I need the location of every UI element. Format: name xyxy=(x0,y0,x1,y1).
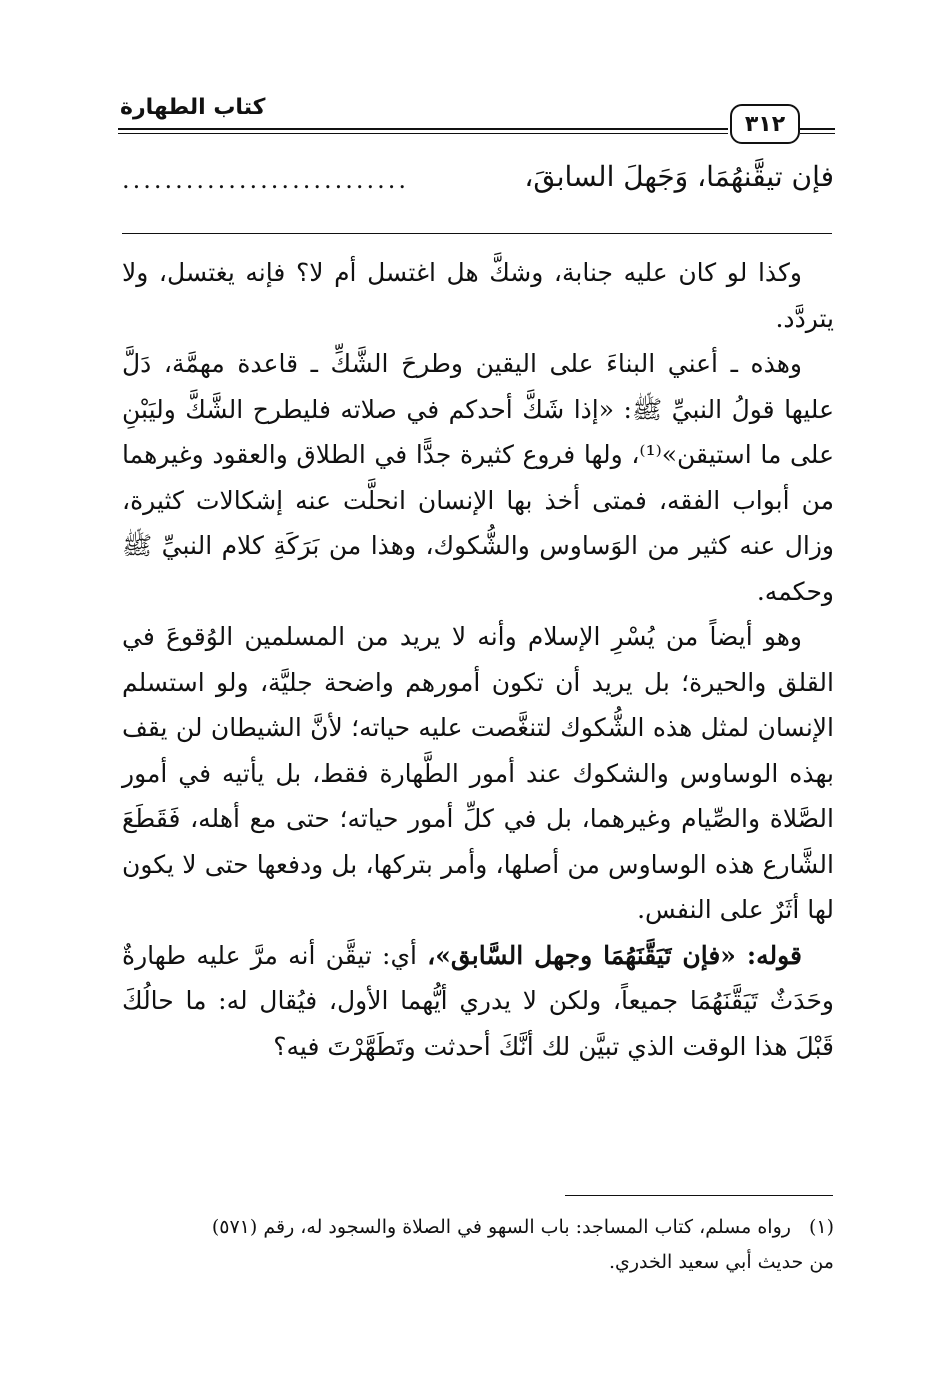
paragraph-4 xyxy=(122,933,834,1070)
paragraph-2: وهذه ـ أعني البناءَ على اليقين وطرحَ الشَّكِّ ـ قاعدة مهمَّة، دَلَّ عليها قولُ النبيِّ ﷺ: «إذا شَكَّ أحدكم في صلاته فليطرح الشَّكَّ وليَبْنِ على ما استيقن»⁽¹⁾، ولها فروع كثيرة جدًّا في الطلاق والعقود وغيرهما من أبواب الفقه، فمتى أخذ بها الإنسان انحلَّت عنه إشكالات كثيرة، وزال عنه كثير من الوَساوس والشُّكوك، وهذا من بَرَكَةِ كلام النبيِّ ﷺ وحكمه. xyxy=(122,349,834,606)
matn-divider xyxy=(122,233,832,234)
header-rule xyxy=(118,128,728,134)
running-header-title: كتاب الطهارة xyxy=(120,95,266,120)
paragraph-4-text: أي: تيقَّن أنه مرَّ عليه طهارةٌ وحَدَثٌ تَيَقَّنَهُمَا جميعاً، ولكن لا يدري أيُّهما الأول، فيُقال له: ما حالُكَ قَبْلَ هذا الوقت الذي تبيَّن لك أنَّكَ أحدثت وتَطَهَّرْتَ فيه؟ xyxy=(122,940,834,1061)
footnote-text: رواه مسلم، كتاب المساجد: باب السهو في الصلاة والسجود له، رقم (٥٧١) xyxy=(211,1216,791,1238)
footnotes xyxy=(122,1210,834,1280)
matn-text: فإن تيقَّنهُمَا، وَجَهلَ السابقَ، xyxy=(524,160,834,193)
header-rule-short xyxy=(800,128,835,134)
commentary-body xyxy=(122,250,834,1069)
paragraph-3: وهو أيضاً من يُسْرِ الإسلام وأنه لا يريد من المسلمين الوُقوعَ في القلق والحيرة؛ بل يريد أن تكون أمورهم واضحة جليَّة، ولو استسلم الإنسان لمثل هذه الشُّكوك لتنغَّصت عليه حياته؛ لأنَّ الشيطان لن يقف بهذه الوساوس والشكوك عند أمور الطَّهارة فقط، بل يأتيه في أمور الصَّلاة والصِّيام وغيرهما، بل في كلِّ أمور حياته؛ حتى مع أهله، فَقَطَعَ الشَّارع هذه الوساوس من أصلها، وأمر بتركها، بل ودفعها حتى لا يكون لها أثَرٌ على النفس. xyxy=(122,622,834,924)
paragraph-1: وكذا لو كان عليه جنابة، وشكَّ هل اغتسل أم لا؟ فإنه يغتسل، ولا يتردَّد. xyxy=(122,258,834,333)
matn-dots: ........................... xyxy=(122,166,409,194)
footnote-1 xyxy=(122,1210,834,1245)
footnote-divider xyxy=(565,1195,833,1196)
qawl-quote: قوله: «فإن تَيَقَّنَهُمَا وجهل السَّابق»، xyxy=(427,940,802,970)
footnote-1-continuation: من حديث أبي سعيد الخدري. xyxy=(608,1251,834,1273)
footnote-number: (١) xyxy=(808,1216,834,1238)
page-number-badge: ٣١٢ xyxy=(730,104,800,144)
